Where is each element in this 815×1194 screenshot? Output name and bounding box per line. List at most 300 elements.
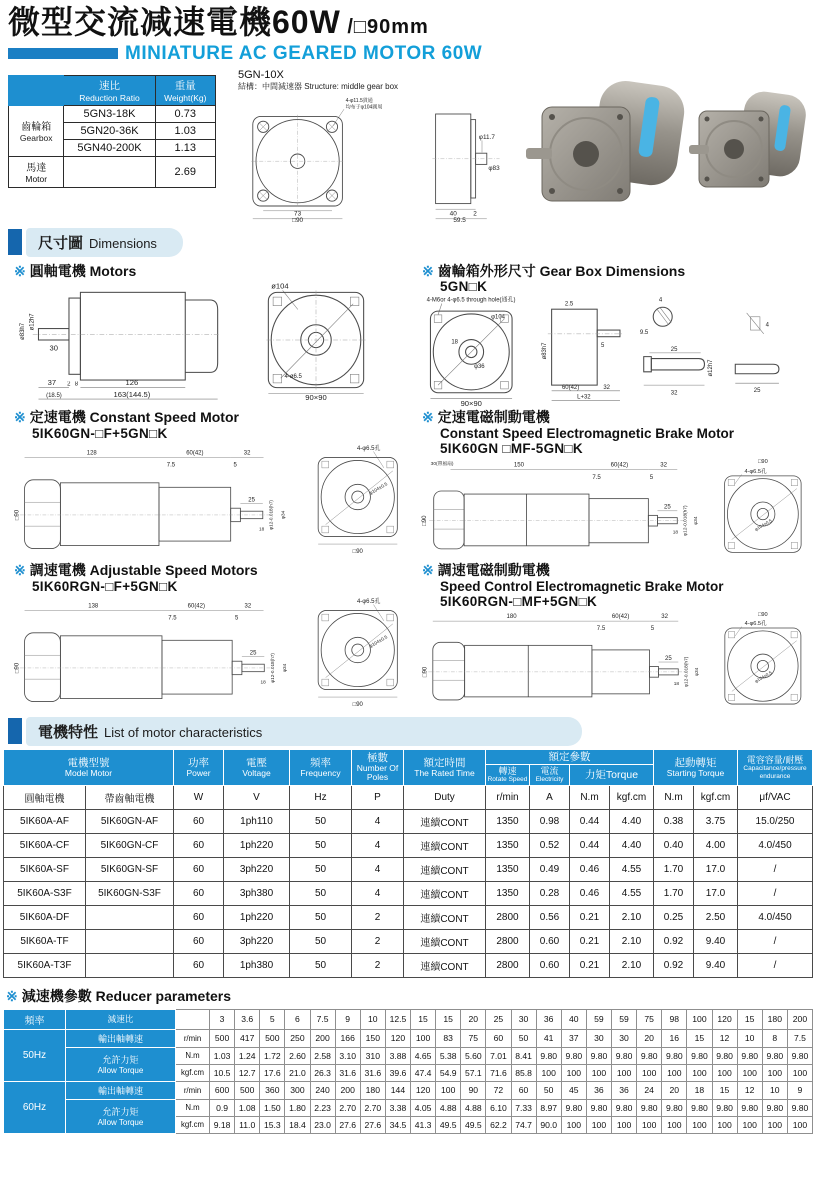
table-cell: 16 xyxy=(662,1029,687,1047)
constant-brake-model: 5IK60GN □MF-5GN□K xyxy=(440,441,583,457)
gearbox-key-drawing xyxy=(724,294,794,406)
svg-text:φ12-0.018(h7): φ12-0.018(h7) xyxy=(684,656,690,688)
table-cell: 100 xyxy=(762,1064,787,1081)
svg-text:138: 138 xyxy=(88,603,99,610)
dimensions-row-2 xyxy=(0,406,815,559)
table-cell: 18.4 xyxy=(285,1116,310,1133)
header-voltage: 電壓 Voltage xyxy=(224,749,290,785)
unit-cell: r/min xyxy=(176,1029,210,1047)
table-cell: 20 xyxy=(662,1081,687,1099)
table-cell: 9.80 xyxy=(561,1047,586,1064)
table-cell: / xyxy=(738,953,813,977)
svg-text:4: 4 xyxy=(765,322,769,329)
section-accent-square xyxy=(8,718,22,744)
table-cell: r/min xyxy=(486,785,530,809)
motor-characteristics-table xyxy=(3,749,813,978)
table-cell: 30 xyxy=(511,1009,536,1029)
table-cell: 2.58 xyxy=(310,1047,335,1064)
table-cell: 310 xyxy=(360,1047,385,1064)
table-cell: 0.52 xyxy=(530,833,570,857)
top-row xyxy=(0,65,815,223)
table-cell: 圓軸電機 xyxy=(4,785,86,809)
constant-speed-subsection: ※ 定速電機 Constant Speed Motor 5IK60GN-□F+5GN□K 128 7.5 60(42) 32 5 25 φ12-0.018(h7) φ34 18 □90 4-φ6.5孔 φ104±0.5 □90 xyxy=(6,406,414,559)
table-cell: 5.60 xyxy=(461,1047,486,1064)
table-cell: 100 xyxy=(637,1116,662,1133)
table-cell: 2800 xyxy=(486,905,530,929)
table-cell: 74.7 xyxy=(511,1116,536,1133)
table-row xyxy=(4,1029,813,1047)
svg-text:7.5: 7.5 xyxy=(596,626,606,633)
table-cell: 2 xyxy=(352,905,404,929)
table-cell: 0.60 xyxy=(530,953,570,977)
table-cell: 1.80 xyxy=(285,1099,310,1116)
table-cell: 500 xyxy=(210,1029,235,1047)
table-cell: 7.5 xyxy=(787,1029,812,1047)
table-cell: 98 xyxy=(662,1009,687,1029)
table-cell: 12.7 xyxy=(235,1064,260,1081)
header-torque: 力矩Torque xyxy=(570,765,654,786)
table-cell: 1ph110 xyxy=(224,809,290,833)
table-cell: 8 xyxy=(762,1029,787,1047)
adjustable-front-view-drawing xyxy=(301,594,413,712)
svg-text:25: 25 xyxy=(248,497,255,504)
table-cell: 4.88 xyxy=(436,1099,461,1116)
table-cell: 50 xyxy=(290,809,352,833)
svg-text:□90: □90 xyxy=(14,662,21,674)
table-cell: 500 xyxy=(260,1029,285,1047)
constant-brake-side-view-drawing xyxy=(420,456,709,558)
table-cell: 5IK60A-S3F xyxy=(4,881,86,905)
product-photos xyxy=(524,69,809,223)
svg-text:32: 32 xyxy=(670,391,678,398)
table-cell: 2.10 xyxy=(610,953,654,977)
table-cell: 2.60 xyxy=(285,1047,310,1064)
table-cell: 150 xyxy=(360,1029,385,1047)
table-cell: A xyxy=(530,785,570,809)
reducer-parameters-table xyxy=(3,1009,813,1134)
table-cell: 30 xyxy=(586,1029,611,1047)
table-cell: 71.6 xyxy=(486,1064,511,1081)
table-cell: / xyxy=(738,857,813,881)
table-cell: 100 xyxy=(787,1116,812,1133)
table-cell: 72 xyxy=(486,1081,511,1099)
table-cell: 27.6 xyxy=(335,1116,360,1133)
section-reducer: ※ 減速機參數 Reducer parameters xyxy=(6,987,232,1004)
table-cell: 9.80 xyxy=(662,1099,687,1116)
table-cell: 75 xyxy=(461,1029,486,1047)
table-cell: 100 xyxy=(662,1116,687,1133)
svg-text:φ11.7: φ11.7 xyxy=(478,134,495,142)
section-accent-square xyxy=(8,229,22,255)
table-cell: 60 xyxy=(174,905,224,929)
table-cell: 0.9 xyxy=(210,1099,235,1116)
table-cell: 12 xyxy=(712,1029,737,1047)
table-cell: 4.0/450 xyxy=(738,905,813,929)
svg-text:32: 32 xyxy=(244,603,252,610)
svg-text:5: 5 xyxy=(600,343,605,350)
table-cell: μf/VAC xyxy=(738,785,813,809)
svg-text:180: 180 xyxy=(506,614,517,621)
svg-text:150: 150 xyxy=(513,461,525,469)
table-cell: 2.10 xyxy=(610,929,654,953)
header-starting-torque: 起動轉矩 Starting Torque xyxy=(654,749,738,785)
svg-text:□90: □90 xyxy=(14,509,21,521)
table-cell: 100 xyxy=(737,1064,762,1081)
table-cell: 1ph220 xyxy=(224,905,290,929)
table-cell: 0.73 xyxy=(155,105,215,122)
table-cell: 9.80 xyxy=(787,1047,812,1064)
table-cell: 8.41 xyxy=(511,1047,536,1064)
table-cell: 100 xyxy=(787,1064,812,1081)
table-cell: 2.69 xyxy=(155,156,215,187)
svg-text:φ34: φ34 xyxy=(694,516,700,526)
table-cell: 20 xyxy=(461,1009,486,1029)
table-cell xyxy=(86,929,174,953)
table-cell: 7.33 xyxy=(511,1099,536,1116)
gearbox-label: 齒輪箱 Gearbox xyxy=(9,105,64,156)
table-cell: 連續CONT xyxy=(404,809,486,833)
table-cell: 100 xyxy=(687,1116,712,1133)
table-cell: 0.38 xyxy=(654,809,694,833)
svg-text:30(帶風扇): 30(帶風扇) xyxy=(430,462,454,468)
table-cell: 57.1 xyxy=(461,1064,486,1081)
table-cell: 5IK60A-DF xyxy=(4,905,86,929)
svg-text:4-ø6.5: 4-ø6.5 xyxy=(284,374,302,381)
speed-brake-subsection: ※ 調速電磁制動電機 Speed Control Electromagnetic Brake Motor 5IK60RGN-□MF+5GN□K 180 7.5 60(42) 32 5 25 φ12-0.018(h7) φ34 18 □90 □90 4-φ6.5孔 φ104±0.5 xyxy=(414,559,813,712)
table-cell: 9.18 xyxy=(210,1116,235,1133)
svg-text:7.5: 7.5 xyxy=(166,462,176,469)
table-cell: 500 xyxy=(235,1081,260,1099)
table-cell: 17.0 xyxy=(694,881,738,905)
svg-text:4-φ6.5孔: 4-φ6.5孔 xyxy=(744,621,767,628)
svg-text:18: 18 xyxy=(260,679,266,685)
table-cell: 2 xyxy=(352,953,404,977)
table-cell: 10 xyxy=(360,1009,385,1029)
table-cell: 100 xyxy=(687,1064,712,1081)
svg-text:□90: □90 xyxy=(758,459,768,466)
table-cell: 15 xyxy=(737,1009,762,1029)
table-cell: 2800 xyxy=(486,929,530,953)
table-row xyxy=(4,1081,813,1099)
speed-brake-title-en: Speed Control Electromagnetic Brake Motor xyxy=(440,578,724,594)
table-cell: 9.80 xyxy=(536,1047,561,1064)
table-cell: 100 xyxy=(712,1116,737,1133)
weight-table xyxy=(8,75,216,188)
speed-brake-front-view-drawing xyxy=(713,609,813,709)
table-cell: 36 xyxy=(586,1081,611,1099)
table-cell: 0.40 xyxy=(654,833,694,857)
unit-cell: N.m xyxy=(176,1047,210,1064)
table-cell: 49.5 xyxy=(436,1116,461,1133)
table-cell: 15.3 xyxy=(260,1116,285,1133)
constant-front-view-drawing xyxy=(301,441,413,559)
svg-text:7.5: 7.5 xyxy=(168,615,177,622)
table-cell xyxy=(64,156,155,187)
table-cell: 250 xyxy=(285,1029,310,1047)
table-cell: 60 xyxy=(174,833,224,857)
table-cell: 2.50 xyxy=(694,905,738,929)
table-cell: 15.0/250 xyxy=(738,809,813,833)
table-cell: 9.80 xyxy=(612,1099,637,1116)
svg-text:2: 2 xyxy=(67,382,71,389)
table-cell: 2.10 xyxy=(610,905,654,929)
constant-brake-title-en: Constant Speed Electromagnetic Brake Motor xyxy=(440,426,735,442)
table-cell: 連續CONT xyxy=(404,905,486,929)
svg-text:25: 25 xyxy=(753,388,761,395)
svg-text:60(42): 60(42) xyxy=(186,450,204,457)
table-cell: 3.75 xyxy=(694,809,738,833)
table-cell: 4.40 xyxy=(610,809,654,833)
table-cell: 39.6 xyxy=(385,1064,410,1081)
table-cell: 100 xyxy=(662,1064,687,1081)
table-cell: 1350 xyxy=(486,881,530,905)
table-cell: N.m xyxy=(570,785,610,809)
svg-text:5: 5 xyxy=(649,474,654,482)
table-cell: 50 xyxy=(290,881,352,905)
gearbox-shaft-drawing xyxy=(632,294,720,406)
table-cell: 1.70 xyxy=(654,857,694,881)
adjustable-model: 5IK60RGN-□F+5GN□K xyxy=(32,578,178,594)
table-cell: 9.80 xyxy=(712,1099,737,1116)
table-cell: 5GN20-36K xyxy=(64,122,155,139)
table-cell: P xyxy=(352,785,404,809)
table-cell: 1.08 xyxy=(235,1099,260,1116)
svg-text:2: 2 xyxy=(473,210,477,218)
svg-text:ø83h7: ø83h7 xyxy=(20,323,27,341)
table-cell: 5IK60GN-AF xyxy=(86,809,174,833)
unit-cell: r/min xyxy=(176,1081,210,1099)
svg-text:φ36: φ36 xyxy=(474,364,485,371)
table-cell: 31.6 xyxy=(360,1064,385,1081)
section-dimensions: 尺寸圖 Dimensions xyxy=(8,228,815,257)
table-cell: 5GN3-18K xyxy=(64,105,155,122)
table-cell: kgf.cm xyxy=(694,785,738,809)
table-cell: 90.0 xyxy=(536,1116,561,1133)
header-current: 電流 Electricity xyxy=(530,765,570,786)
table-cell: 1350 xyxy=(486,857,530,881)
svg-text:7.5: 7.5 xyxy=(592,474,601,482)
table-cell: V xyxy=(224,785,290,809)
table-cell: 0.44 xyxy=(570,809,610,833)
table-row xyxy=(9,105,216,122)
table-cell: 85.8 xyxy=(511,1064,536,1081)
constant-brake-front-view-drawing xyxy=(713,456,813,558)
table-cell: 40 xyxy=(561,1009,586,1029)
svg-text:ø83h7: ø83h7 xyxy=(541,342,548,360)
freq-60hz: 60Hz xyxy=(4,1081,66,1133)
freq-50hz: 50Hz xyxy=(4,1029,66,1081)
table-cell: 0.21 xyxy=(570,929,610,953)
svg-text:φ104±0.5: φ104±0.5 xyxy=(368,481,389,496)
svg-text:25: 25 xyxy=(670,347,678,354)
table-cell: 4 xyxy=(352,833,404,857)
table-cell: 21.0 xyxy=(285,1064,310,1081)
svg-text:32: 32 xyxy=(660,461,667,469)
table-cell: 41.3 xyxy=(411,1116,436,1133)
table-cell: 100 xyxy=(637,1064,662,1081)
table-cell: 1.03 xyxy=(210,1047,235,1064)
svg-text:□90: □90 xyxy=(422,666,429,678)
table-cell: 0.49 xyxy=(530,857,570,881)
table-cell: 1.03 xyxy=(155,122,215,139)
table-cell: 26.3 xyxy=(310,1064,335,1081)
table-cell: 9.80 xyxy=(687,1099,712,1116)
label-output-speed: 輸出軸轉速 xyxy=(66,1081,176,1099)
table-row xyxy=(4,809,813,833)
table-cell: 100 xyxy=(612,1064,637,1081)
table-cell: 8.97 xyxy=(536,1099,561,1116)
table-cell: 50 xyxy=(290,833,352,857)
table-cell: 3.10 xyxy=(335,1047,360,1064)
table-cell xyxy=(86,953,174,977)
header-rated-params: 額定參數 xyxy=(486,749,654,764)
svg-text:32: 32 xyxy=(243,450,251,457)
gearbox-front-view-drawing xyxy=(224,94,416,222)
svg-text:φ104±0.5: φ104±0.5 xyxy=(754,670,773,684)
table-cell: 417 xyxy=(235,1029,260,1047)
table-cell xyxy=(86,905,174,929)
motors-subsection: ※ 圓軸電機 Motors ø83h7 ø12h7 30 2 8 37 126 (18.5) 163(144.5) ø104 4-ø6.5 90×90 xyxy=(6,260,414,407)
table-cell: 0.25 xyxy=(654,905,694,929)
title-accent-bar xyxy=(8,48,118,59)
table-cell: 2.70 xyxy=(360,1099,385,1116)
table-cell: 4 xyxy=(352,881,404,905)
table-cell: 120 xyxy=(712,1009,737,1029)
table-cell: 2800 xyxy=(486,953,530,977)
svg-text:30: 30 xyxy=(49,343,58,353)
table-cell: 6 xyxy=(285,1009,310,1029)
table-cell: 9.80 xyxy=(612,1047,637,1064)
table-cell: 5IK60A-AF xyxy=(4,809,86,833)
table-cell: 4.0/450 xyxy=(738,833,813,857)
svg-text:ø12h7: ø12h7 xyxy=(29,313,36,331)
table-row xyxy=(4,1047,813,1064)
table-cell: 3.88 xyxy=(385,1047,410,1064)
table-cell: 100 xyxy=(737,1116,762,1133)
table-cell: 50 xyxy=(290,857,352,881)
unit-cell: kgf.cm xyxy=(176,1116,210,1133)
svg-text:ø12h7: ø12h7 xyxy=(708,359,715,377)
table-cell: 50 xyxy=(290,905,352,929)
table-cell: 5IK60GN-S3F xyxy=(86,881,174,905)
table-cell: 3ph380 xyxy=(224,881,290,905)
table-cell: 27.6 xyxy=(360,1116,385,1133)
table-cell: 120 xyxy=(411,1081,436,1099)
svg-text:4-M6or 4-φ6.5 through hole(通孔): 4-M6or 4-φ6.5 through hole(通孔) xyxy=(426,297,516,304)
svg-text:126: 126 xyxy=(125,378,139,388)
svg-text:90×90: 90×90 xyxy=(460,399,482,407)
svg-text:5: 5 xyxy=(650,626,655,633)
header-poles: 極數 Number Of Poles xyxy=(352,749,404,785)
table-cell: 15 xyxy=(712,1081,737,1099)
table-cell: 41 xyxy=(536,1029,561,1047)
table-cell: 9.80 xyxy=(561,1099,586,1116)
table-cell: 20 xyxy=(637,1029,662,1047)
table-row xyxy=(4,1099,813,1116)
table-cell: 100 xyxy=(712,1064,737,1081)
header-frequency: 頻率 xyxy=(4,1009,66,1029)
svg-text:25: 25 xyxy=(249,650,257,657)
table-cell: 7.5 xyxy=(310,1009,335,1029)
svg-text:5: 5 xyxy=(234,615,239,622)
table-cell: 100 xyxy=(561,1116,586,1133)
table-cell: 100 xyxy=(762,1116,787,1133)
table-cell: 60 xyxy=(511,1081,536,1099)
table-cell: 25 xyxy=(486,1009,511,1029)
table-cell: 144 xyxy=(385,1081,410,1099)
table-cell: 17.6 xyxy=(260,1064,285,1081)
svg-text:□90: □90 xyxy=(421,515,429,527)
gearbox-subsection: ※ 齒輪箱外形尺寸 Gear Box Dimensions 5GN□K 4-M6or 4-φ6.5 through hole(通孔) φ104 18 φ36 90×90 2.5 ø83h7 5 60(42) 32 L+32 4 9.5 25 ø12h7 32 4 25 xyxy=(414,260,813,407)
svg-text:32: 32 xyxy=(661,614,668,621)
table-cell: 9.80 xyxy=(762,1099,787,1116)
table-cell: 60 xyxy=(486,1029,511,1047)
svg-text:5: 5 xyxy=(233,462,237,469)
table-cell: 50 xyxy=(290,953,352,977)
svg-text:60(42): 60(42) xyxy=(611,614,630,621)
svg-text:φ104±0.5: φ104±0.5 xyxy=(754,518,773,533)
table-cell: 連續CONT xyxy=(404,953,486,977)
constant-side-view-drawing xyxy=(12,441,297,559)
table-cell: 0.21 xyxy=(570,905,610,929)
gearbox-side-drawing xyxy=(536,294,628,406)
svg-text:18: 18 xyxy=(673,681,680,687)
table-cell: 5IK60A-CF xyxy=(4,833,86,857)
table-cell: 59 xyxy=(612,1009,637,1029)
header-rated-time: 額定時間 The Rated Time xyxy=(404,749,486,785)
table-cell: 5.38 xyxy=(436,1047,461,1064)
table-cell: 200 xyxy=(335,1081,360,1099)
table-cell: 300 xyxy=(285,1081,310,1099)
table-row xyxy=(4,953,813,977)
ratio-header-row xyxy=(4,1009,813,1029)
table-cell: 連續CONT xyxy=(404,881,486,905)
dimensions-row-1 xyxy=(0,260,815,407)
svg-text:φ12-0.018(h7): φ12-0.018(h7) xyxy=(683,505,689,537)
table-cell: 5 xyxy=(260,1009,285,1029)
table-cell: 17.0 xyxy=(694,857,738,881)
table-cell: 1.70 xyxy=(654,881,694,905)
table-cell: Duty xyxy=(404,785,486,809)
table-cell: 1ph380 xyxy=(224,953,290,977)
adjustable-side-view-drawing xyxy=(12,594,297,712)
table-cell: 9.40 xyxy=(694,953,738,977)
table-cell: 4.65 xyxy=(411,1047,436,1064)
table-cell: 60 xyxy=(174,857,224,881)
col-header-ratio: 速比 Reduction Ratio xyxy=(64,75,155,105)
motor-photo-large xyxy=(524,75,689,217)
table-cell: 9.40 xyxy=(694,929,738,953)
table-cell: 120 xyxy=(385,1029,410,1047)
table-cell: 4.05 xyxy=(411,1099,436,1116)
svg-text:9.5: 9.5 xyxy=(639,330,649,337)
svg-text:L+32: L+32 xyxy=(577,394,591,401)
table-cell: 10.5 xyxy=(210,1064,235,1081)
table-cell: 1350 xyxy=(486,833,530,857)
table-cell: 15 xyxy=(411,1009,436,1029)
svg-text:φ34: φ34 xyxy=(280,510,286,520)
table-cell: 3.38 xyxy=(385,1099,410,1116)
table-cell: 4.40 xyxy=(610,833,654,857)
table-cell: 54.9 xyxy=(436,1064,461,1081)
table-cell: 連續CONT xyxy=(404,833,486,857)
table-cell: 24 xyxy=(637,1081,662,1099)
table-cell: 15 xyxy=(687,1029,712,1047)
table-cell: 3ph220 xyxy=(224,929,290,953)
table-cell: 1.24 xyxy=(235,1047,260,1064)
table-cell: 62.2 xyxy=(486,1116,511,1133)
svg-text:32: 32 xyxy=(603,385,610,392)
